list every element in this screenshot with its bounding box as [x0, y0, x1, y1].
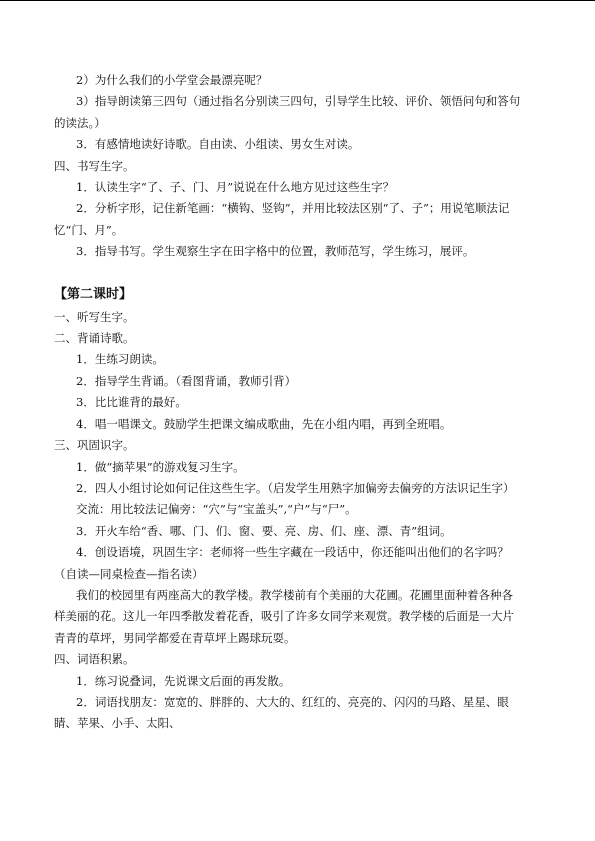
document-page: [54, 70, 544, 735]
text-line: 4．创设语境，巩固生字：老师将一些生字藏在一段话中，你还能叫出他们的名字吗？: [76, 545, 509, 560]
text-line: 忆“门、月”。: [54, 222, 124, 237]
text-line: 3．比比谁背的最好。: [76, 395, 187, 410]
text-line: 我们的校园里有两座高大的教学楼。教学楼前有个美丽的大花圃。花圃里面种着各种各: [76, 587, 513, 602]
text-line: 四、词语积累。: [54, 652, 135, 667]
text-line: 2．分析字形，记住新笔画：“横钩、竖钩”，并用比较法区别“了、子”；用说笔顺法记: [76, 201, 510, 216]
text-line: 二、背诵诗歌。: [54, 331, 135, 346]
text-line: 睛、苹果、小手、太阳、: [54, 716, 181, 731]
text-line: 1．认读生字“了、子、门、月”说说在什么地方见过这些生字？: [76, 180, 395, 195]
text-line: 2．词语找朋友：宽宽的、胖胖的、大大的、红红的、亮亮的、闪闪的马路、星星、眼: [76, 694, 509, 709]
text-line: 3．指导书写。学生观察生字在田字格中的位置，教师范写，学生练习，展评。: [76, 244, 475, 259]
text-line: 3．开火车给“香、哪、门、们、窗、要、亮、房、们、座、漂、青”组词。: [76, 523, 452, 538]
text-line: 1．做“摘苹果”的游戏复习生字。: [76, 459, 245, 474]
text-line: （自读—同桌检查—指名读）: [54, 566, 204, 581]
lesson-part-one: [54, 70, 544, 263]
text-line: 三、巩固识字。: [54, 438, 135, 453]
text-line: 2．四人小组讨论如何记住这些生字。（启发学生用熟字加偏旁去偏旁的方法识记生字）: [76, 480, 515, 495]
section-title: 【第二课时】: [54, 286, 133, 302]
text-line: 2．指导学生背诵。（看图背诵，教师引背）: [76, 373, 297, 388]
text-line: 青青的草坪，男同学都爱在青草坪上踢球玩耍。: [54, 630, 296, 645]
text-line: 4．唱一唱课文。鼓励学生把课文编成歌曲，先在小组内唱，再到全班唱。: [76, 416, 452, 431]
text-line: 一、听写生字。: [54, 309, 135, 324]
top-border-line: [0, 0, 595, 1]
section-gap: [54, 263, 544, 283]
text-line: 1．生练习朗读。: [76, 352, 164, 367]
text-line: 1．练习说叠词，先说课文后面的再发散。: [76, 673, 291, 688]
text-line: 3）指导朗读第三四句（通过指名分别读三四句，引导学生比较、评价、领悟问句和答句: [76, 94, 521, 109]
text-line: 交流：用比较法记偏旁：“穴”与“宝盖头”,“户”与“尸”。: [76, 502, 357, 517]
text-line: 四、书写生字。: [54, 158, 135, 173]
text-line: 样美丽的花。这儿一年四季散发着花香，吸引了许多女同学来观赏。教学楼的后面是一大片: [54, 609, 514, 624]
lesson-part-two: [54, 307, 544, 735]
text-line: 的读法。）: [54, 115, 106, 130]
text-line: 3．有感情地读好诗歌。自由读、小组读、男女生对读。: [76, 137, 360, 152]
text-line: 2）为什么我们的小学堂会最漂亮呢？: [76, 73, 268, 87]
